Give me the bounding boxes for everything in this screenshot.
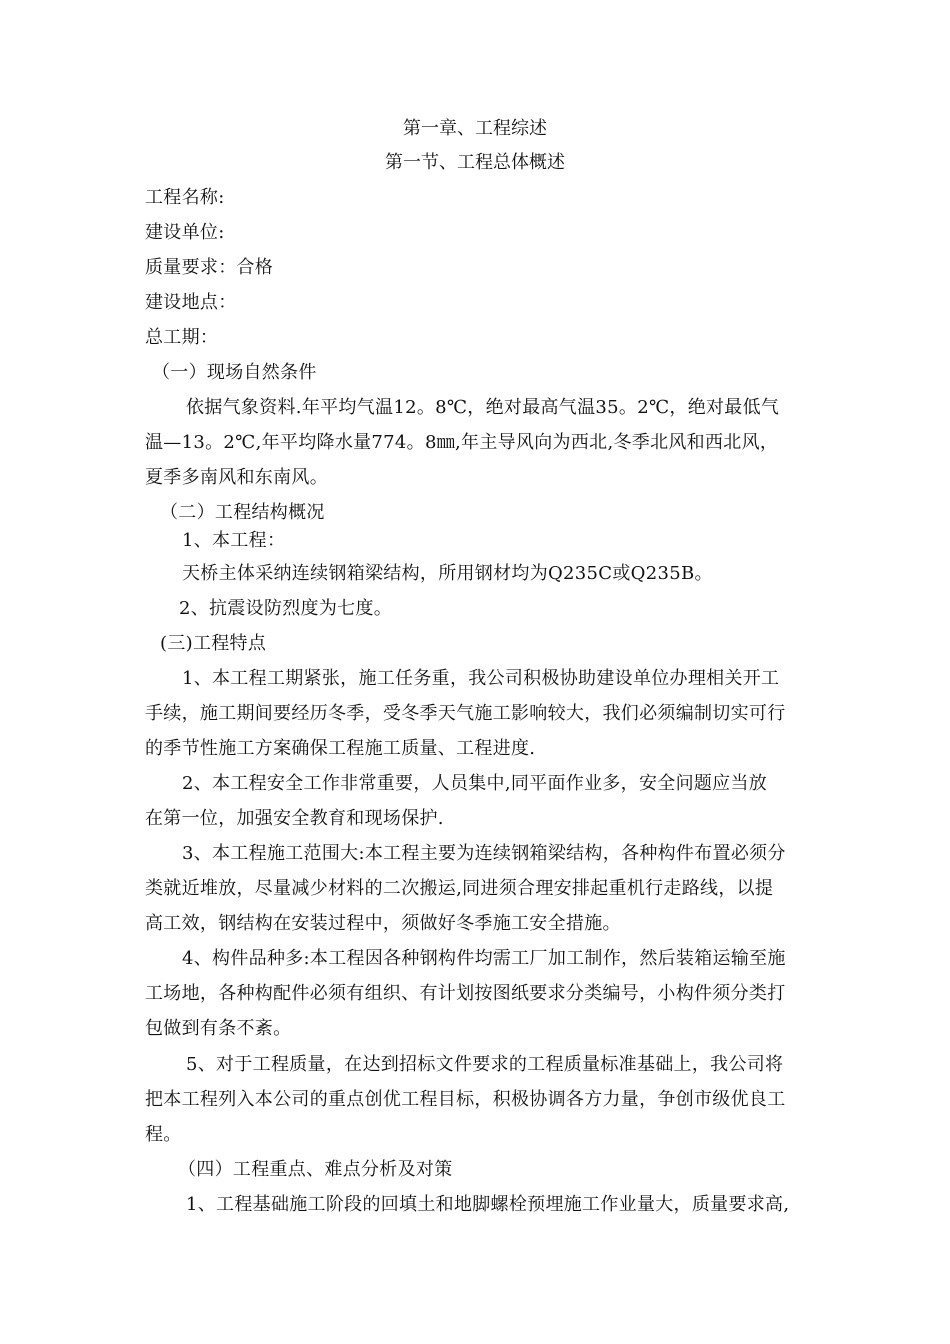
paragraph-line: 夏季多南风和东南风。 — [145, 467, 328, 488]
section-heading-4: （四）工程重点、难点分析及对策 — [178, 1159, 453, 1180]
project-name-line: 工程名称: — [145, 187, 225, 208]
paragraph-line: 温—13。2℃,年平均降水量774。8㎜,年主导风向为西北,冬季北风和西北风， — [145, 432, 779, 453]
paragraph-line: 天桥主体采纳连续钢箱梁结构，所用钢材均为Q235C或Q235B。 — [182, 563, 713, 584]
paragraph-line: 把本工程列入本公司的重点创优工程目标，积极协调各方力量，争创市级优良工 — [145, 1089, 786, 1110]
paragraph-line: 3、本工程施工范围大:本工程主要为连续钢箱梁结构，各种构件布置必须分 — [182, 843, 786, 864]
quality-line: 质量要求：合格 — [145, 257, 274, 278]
paragraph-line: 依据气象资料.年平均气温12。8℃，绝对最高气温35。2℃，绝对最低气 — [186, 397, 780, 418]
list-item: 2、抗震设防烈度为七度。 — [179, 598, 393, 619]
duration-line: 总工期： — [145, 327, 219, 348]
paragraph-line: 程。 — [145, 1124, 182, 1145]
section-heading-3: (三)工程特点 — [160, 633, 267, 654]
paragraph-line: 的季节性施工方案确保工程施工质量、工程进度. — [145, 738, 536, 759]
paragraph-line: 在第一位，加强安全教育和现场保护. — [145, 808, 444, 829]
paragraph-line: 2、本工程安全工作非常重要，人员集中,同平面作业多，安全问题应当放 — [182, 773, 768, 794]
paragraph-line: 1、工程基础施工阶段的回填土和地脚螺栓预埋施工作业量大，质量要求高, — [186, 1194, 790, 1215]
paragraph-line: 4、构件品种多:本工程因各种钢构件均需工厂加工制作，然后装箱运输至施 — [182, 948, 786, 969]
section-title: 第一节、工程总体概述 — [385, 152, 565, 173]
builder-line: 建设单位: — [145, 222, 225, 243]
chapter-title: 第一章、工程综述 — [403, 118, 547, 139]
paragraph-line: 1、本工程工期紧张，施工任务重，我公司积极协助建设单位办理相关开工 — [182, 668, 780, 689]
paragraph-line: 手续，施工期间要经历冬季，受冬季天气施工影响较大，我们必须编制切实可行 — [145, 703, 786, 724]
paragraph-line: 包做到有条不紊。 — [145, 1018, 292, 1039]
paragraph-line: 高工效，钢结构在安装过程中，须做好冬季施工安全措施。 — [145, 913, 621, 934]
section-heading-2: （二）工程结构概况 — [160, 502, 325, 523]
section-heading-1: （一）现场自然条件 — [152, 362, 317, 383]
paragraph-line: 5、对于工程质量，在达到招标文件要求的工程质量标准基础上，我公司将 — [186, 1054, 784, 1075]
location-line: 建设地点： — [145, 292, 237, 313]
paragraph-line: 类就近堆放，尽量减少材料的二次搬运,同进须合理安排起重机行走路线，以提 — [145, 878, 774, 899]
paragraph-line: 工场地，各种构配件必须有组织、有计划按图纸要求分类编号，小构件须分类打 — [145, 983, 786, 1004]
list-item: 1、本工程： — [182, 530, 286, 551]
